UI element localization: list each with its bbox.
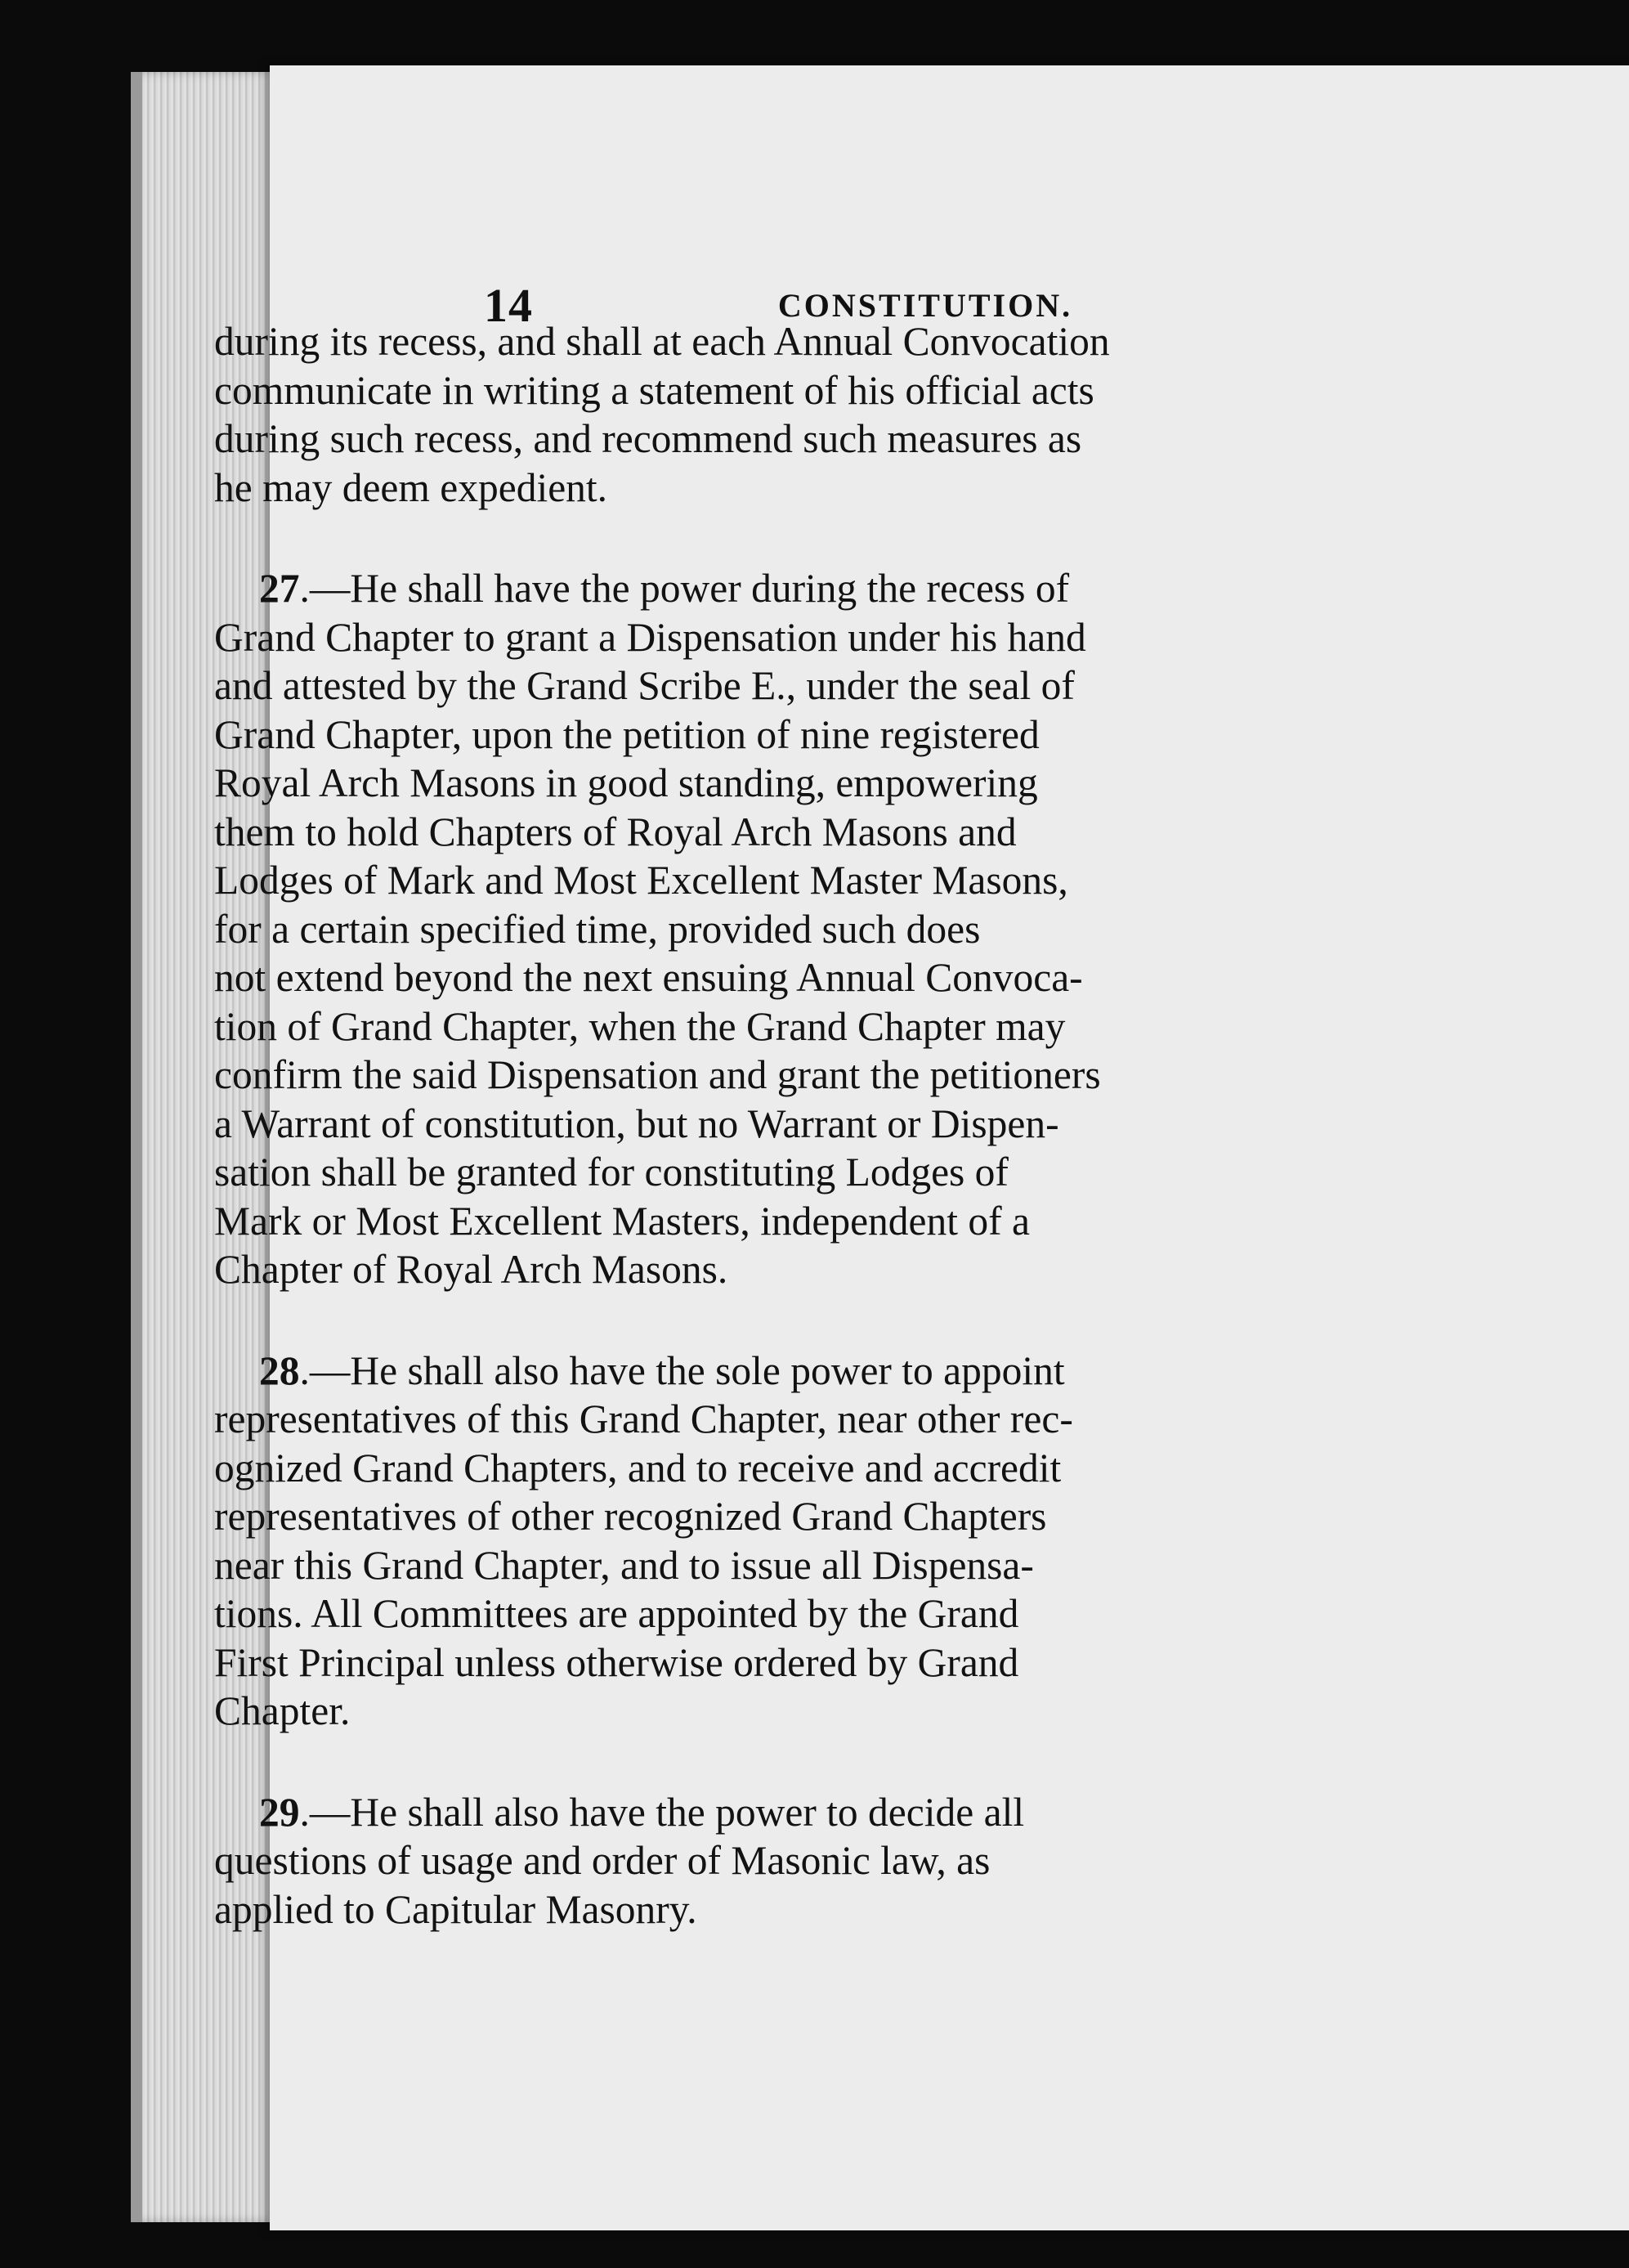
body-text [214,317,1391,1934]
text-line: and attested by the Grand Scribe E., under the seal of [214,663,1075,708]
text-line: Chapter of Royal Arch Masons. [214,1247,728,1292]
paragraph-continuation [214,317,1391,512]
text-line: Grand Chapter to grant a Dispensation under his hand [214,614,1086,660]
text-line: confirm the said Dispensation and grant the petitioners [214,1052,1101,1097]
section-number: 29 [259,1789,300,1835]
text-line-rest: .—He shall also have the power to decide all [299,1789,1025,1835]
text-line: First Principal unless otherwise ordered by Grand [214,1639,1019,1685]
text-line: during such recess, and recommend such measures as [214,416,1082,461]
text-line: not extend beyond the next ensuing Annual Convoca- [214,955,1083,1000]
text-line: Royal Arch Masons in good standing, empowering [214,760,1038,805]
text-line: near this Grand Chapter, and to issue all Dispensa- [214,1542,1034,1588]
text-line: for a certain specified time, provided such does [214,906,981,952]
text-line: he may deem expedient. [214,464,608,510]
text-line: Chapter. [214,1688,351,1733]
text-line [214,1347,1391,1396]
text-line: Grand Chapter, upon the petition of nine registered [214,711,1040,757]
section-number: 28 [259,1347,300,1393]
text-line: them to hold Chapters of Royal Arch Masons and [214,809,1017,854]
paragraph-28 [214,1347,1391,1736]
text-line-rest: .—He shall have the power during the recess of [299,566,1070,611]
text-line: communicate in writing a statement of his official acts [214,367,1094,413]
text-line: a Warrant of constitution, but no Warrant or Dispen- [214,1100,1059,1146]
text-line: ognized Grand Chapters, and to receive and accredit [214,1445,1062,1490]
section-number: 27 [259,566,300,611]
page-number: 14 [484,279,533,332]
text-line: tions. All Committees are appointed by the Grand [214,1591,1019,1636]
text-line: representatives of this Grand Chapter, near other rec- [214,1396,1073,1441]
paragraph-gap [214,1736,1391,1788]
paragraph-29 [214,1788,1391,1934]
text-line: sation shall be granted for constituting Lodges of [214,1150,1009,1195]
running-title: CONSTITUTION. [777,287,1073,324]
text-line: during its recess, and shall at each Annual Convocation [214,319,1110,364]
text-line: applied to Capitular Masonry. [214,1886,697,1932]
text-line: Mark or Most Excellent Masters, independent of a [214,1198,1030,1244]
text-line: tion of Grand Chapter, when the Grand Chapter may [214,1003,1066,1049]
text-line: questions of usage and order of Masonic law, as [214,1838,991,1883]
text-line: Lodges of Mark and Most Excellent Master Masons, [214,858,1068,903]
paragraph-27 [214,564,1391,1294]
text-line-rest: .—He shall also have the sole power to appoint [299,1347,1065,1393]
text-line [214,564,1391,613]
text-line: representatives of other recognized Grand Chapters [214,1494,1047,1539]
paragraph-gap [214,512,1391,564]
text-line [214,1788,1391,1837]
paragraph-gap [214,1294,1391,1347]
